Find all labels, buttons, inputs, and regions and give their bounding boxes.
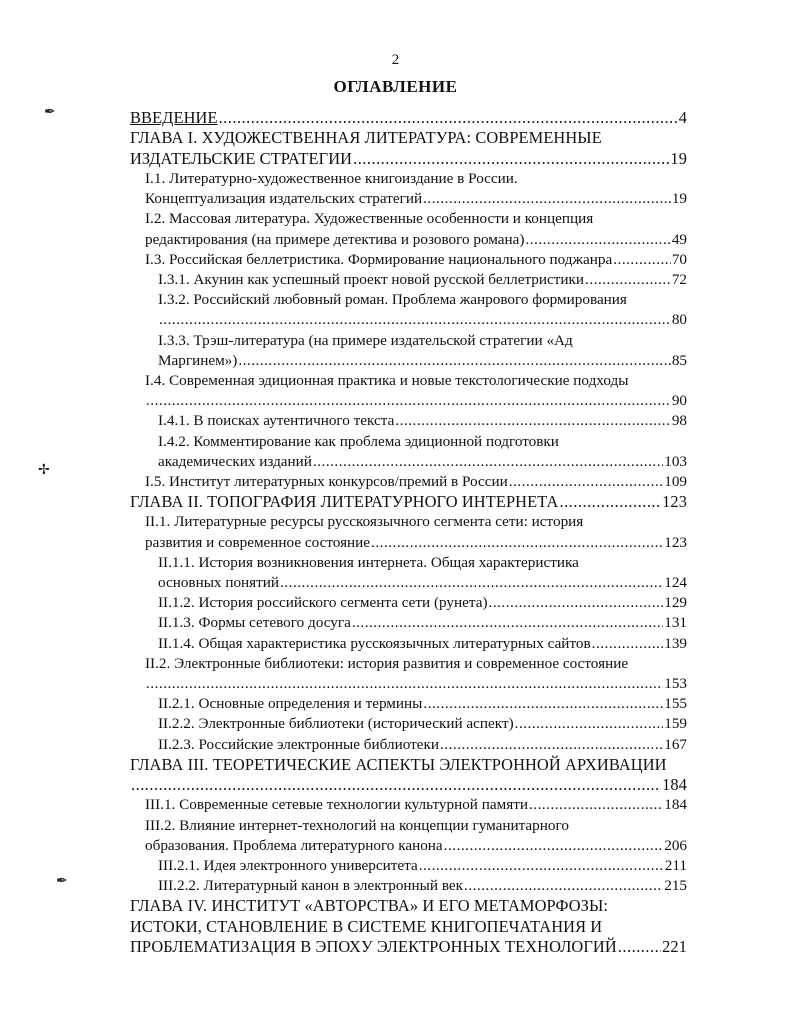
dot-leader bbox=[585, 270, 671, 290]
toc-entry-text: I.3.2. Российский любовный роман. Проблема жанрового формирования bbox=[158, 291, 627, 309]
dot-leader bbox=[280, 573, 663, 593]
toc-entry-text: ГЛАВА III. ТЕОРЕТИЧЕСКИЕ АСПЕКТЫ ЭЛЕКТРОННОЙ АРХИВАЦИИ bbox=[130, 754, 667, 774]
toc-entry bbox=[130, 795, 687, 815]
toc-page-number: 131 bbox=[664, 614, 687, 632]
toc-entry-text: ГЛАВА I. ХУДОЖЕСТВЕННАЯ ЛИТЕРАТУРА: СОВРЕМЕННЫЕ bbox=[130, 128, 602, 148]
binding-mark-icon: ✒ bbox=[44, 105, 56, 120]
dot-leader bbox=[515, 714, 664, 734]
dot-leader bbox=[440, 735, 663, 755]
toc-page-number: 124 bbox=[664, 574, 687, 592]
toc-entry-text: I.5. Институт литературных конкурсов/премий в России bbox=[145, 472, 508, 490]
toc-page-number: 159 bbox=[664, 715, 687, 733]
dot-leader bbox=[423, 694, 663, 714]
toc-entry bbox=[130, 876, 687, 896]
toc-page-number: 98 bbox=[671, 412, 687, 430]
dot-leader bbox=[419, 856, 664, 876]
table-of-contents bbox=[130, 108, 687, 957]
toc-entry bbox=[130, 250, 687, 270]
toc-entry bbox=[130, 553, 687, 593]
dot-leader bbox=[313, 452, 663, 472]
toc-entry-text: ПРОБЛЕМАТИЗАЦИЯ В ЭПОХУ ЭЛЕКТРОННЫХ ТЕХНОЛОГИЙ bbox=[130, 937, 617, 957]
dot-leader bbox=[352, 613, 663, 633]
toc-page-number: 123 bbox=[664, 533, 687, 551]
toc-entry bbox=[130, 613, 687, 633]
toc-entry-text: II.2. Электронные библиотеки: история развития и современное состояние bbox=[145, 654, 629, 672]
toc-entry-text: редактирования (на примере детектива и розового романа) bbox=[145, 230, 525, 248]
toc-entry-text: I.3.3. Трэш-литература (на примере издательской стратегии «Ад bbox=[158, 331, 573, 349]
dot-leader bbox=[371, 533, 663, 553]
dot-leader bbox=[353, 149, 669, 169]
toc-entry bbox=[130, 411, 687, 431]
toc-page-number: 215 bbox=[664, 877, 687, 895]
toc-page-number: 206 bbox=[664, 836, 687, 854]
toc-page-number: 155 bbox=[664, 695, 687, 713]
toc-entry bbox=[130, 290, 687, 330]
toc-entry bbox=[130, 755, 687, 796]
dot-leader bbox=[559, 492, 661, 512]
dot-leader bbox=[613, 250, 671, 270]
dot-leader bbox=[131, 775, 661, 795]
toc-page-number: 103 bbox=[664, 452, 687, 470]
toc-entry-text: ГЛАВА IV. ИНСТИТУТ «АВТОРСТВА» И ЕГО МЕТАМОРФОЗЫ: bbox=[130, 896, 609, 916]
toc-entry-text: II.1. Литературные ресурсы русскоязычного сегмента сети: история bbox=[145, 513, 584, 531]
toc-entry bbox=[130, 714, 687, 734]
toc-page-number: 211 bbox=[664, 857, 687, 875]
toc-entry bbox=[130, 169, 687, 209]
toc-entry-text: I.3.1. Акунин как успешный проект новой русской беллетристики bbox=[158, 270, 585, 288]
toc-page-number: 85 bbox=[671, 351, 687, 369]
toc-entry-text: III.1. Современные сетевые технологии культурной памяти bbox=[145, 796, 528, 814]
toc-entry-text: II.1.1. История возникновения интернета. Общая характеристика bbox=[158, 553, 579, 571]
toc-entry-text: II.1.3. Формы сетевого досуга bbox=[158, 614, 351, 632]
toc-entry bbox=[130, 331, 687, 371]
toc-page-number: 49 bbox=[671, 230, 687, 248]
dot-leader bbox=[159, 310, 671, 330]
dot-leader bbox=[509, 472, 663, 492]
toc-page-number: 184 bbox=[664, 796, 687, 814]
toc-page-number: 19 bbox=[671, 190, 687, 208]
toc-entry bbox=[130, 694, 687, 714]
toc-entry-text: II.2.1. Основные определения и термины bbox=[158, 695, 423, 713]
toc-page-number: 221 bbox=[662, 937, 687, 957]
toc-entry bbox=[130, 371, 687, 411]
toc-entry-text: I.4. Современная эдиционная практика и новые текстологические подходы bbox=[145, 371, 629, 389]
toc-page-number: 70 bbox=[671, 250, 687, 268]
dot-leader bbox=[529, 795, 663, 815]
toc-entry-text: II.2.2. Электронные библиотеки (исторический аспект) bbox=[158, 715, 514, 733]
toc-entry-text: I.4.2. Комментирование как проблема эдиционной подготовки bbox=[158, 432, 559, 450]
toc-page-number: 184 bbox=[662, 775, 687, 795]
toc-entry-text: ГЛАВА II. ТОПОГРАФИЯ ЛИТЕРАТУРНОГО ИНТЕРНЕТА bbox=[130, 492, 559, 512]
toc-page-number: 167 bbox=[664, 735, 687, 753]
toc-entry bbox=[130, 209, 687, 249]
toc-page-number: 72 bbox=[671, 270, 687, 288]
toc-entry-text: ИСТОКИ, СТАНОВЛЕНИЕ В СИСТЕМЕ КНИГОПЕЧАТАНИЯ И bbox=[130, 916, 603, 936]
toc-entry bbox=[130, 634, 687, 654]
toc-entry-text: I.4.1. В поисках аутентичного текста bbox=[158, 412, 395, 430]
toc-entry-text: основных понятий bbox=[158, 574, 280, 592]
dot-leader bbox=[238, 351, 670, 371]
toc-entry-text: I.1. Литературно-художественное книгоиздание в России. bbox=[145, 169, 518, 187]
toc-entry bbox=[130, 108, 687, 128]
toc-entry bbox=[130, 432, 687, 472]
binding-mark-icon: ✒ bbox=[56, 874, 68, 889]
dot-leader bbox=[592, 634, 664, 654]
toc-entry-text: I.3. Российская беллетристика. Формирование национального поджанра bbox=[145, 250, 613, 268]
toc-page-number: 4 bbox=[678, 108, 687, 127]
toc-entry bbox=[130, 128, 687, 169]
toc-entry bbox=[130, 472, 687, 492]
toc-entry bbox=[130, 654, 687, 694]
toc-page-number: 123 bbox=[662, 492, 687, 512]
toc-entry bbox=[130, 816, 687, 856]
toc-page-number: 90 bbox=[671, 392, 687, 410]
toc-entry-text: Концептуализация издательских стратегий bbox=[145, 190, 423, 208]
toc-entry-text: III.2.1. Идея электронного университета bbox=[158, 857, 418, 875]
toc-entry-text: II.2.3. Российские электронные библиотеки bbox=[158, 735, 439, 753]
page-title: ОГЛАВЛЕНИЕ bbox=[333, 77, 458, 96]
page-number: 2 bbox=[391, 52, 400, 68]
toc-entry bbox=[130, 856, 687, 876]
toc-entry-text: II.1.2. История российского сегмента сети (рунета) bbox=[158, 594, 488, 612]
toc-entry bbox=[130, 593, 687, 613]
toc-entry bbox=[130, 270, 687, 290]
dot-leader bbox=[618, 937, 661, 957]
toc-entry-text: II.1.4. Общая характеристика русскоязычных литературных сайтов bbox=[158, 634, 591, 652]
dot-leader bbox=[146, 391, 671, 411]
dot-leader bbox=[444, 836, 664, 856]
binding-mark-icon: ✢ bbox=[38, 463, 50, 478]
toc-entry-text: I.2. Массовая литература. Художественные особенности и концепция bbox=[145, 210, 594, 228]
toc-entry bbox=[130, 492, 687, 512]
toc-entry bbox=[130, 512, 687, 552]
dot-leader bbox=[464, 876, 663, 896]
toc-page-number: 80 bbox=[671, 311, 687, 329]
dot-leader bbox=[489, 593, 664, 613]
toc-entry bbox=[130, 735, 687, 755]
dot-leader bbox=[525, 230, 670, 250]
toc-entry bbox=[130, 896, 687, 957]
dot-leader bbox=[219, 108, 678, 128]
toc-page-number: 139 bbox=[664, 634, 687, 652]
toc-entry-text: Маргинем») bbox=[158, 351, 238, 369]
dot-leader bbox=[146, 674, 663, 694]
toc-entry-text: развития и современное состояние bbox=[145, 533, 371, 551]
toc-entry-text: III.2.2. Литературный канон в электронный век bbox=[158, 877, 464, 895]
toc-entry-text: академических изданий bbox=[158, 452, 312, 470]
toc-entry-text: ИЗДАТЕЛЬСКИЕ СТРАТЕГИИ bbox=[130, 148, 353, 168]
toc-page-number: 19 bbox=[670, 148, 687, 168]
toc-entry-text: ВВЕДЕНИЕ bbox=[130, 108, 218, 127]
dot-leader bbox=[423, 189, 671, 209]
toc-entry-text: III.2. Влияние интернет-технологий на концепции гуманитарного bbox=[145, 816, 569, 834]
toc-page-number: 109 bbox=[664, 472, 687, 490]
toc-entry-text: образования. Проблема литературного канона bbox=[145, 836, 443, 854]
toc-page-number: 129 bbox=[664, 594, 687, 612]
dot-leader bbox=[395, 411, 670, 431]
toc-page-number: 153 bbox=[664, 675, 687, 693]
